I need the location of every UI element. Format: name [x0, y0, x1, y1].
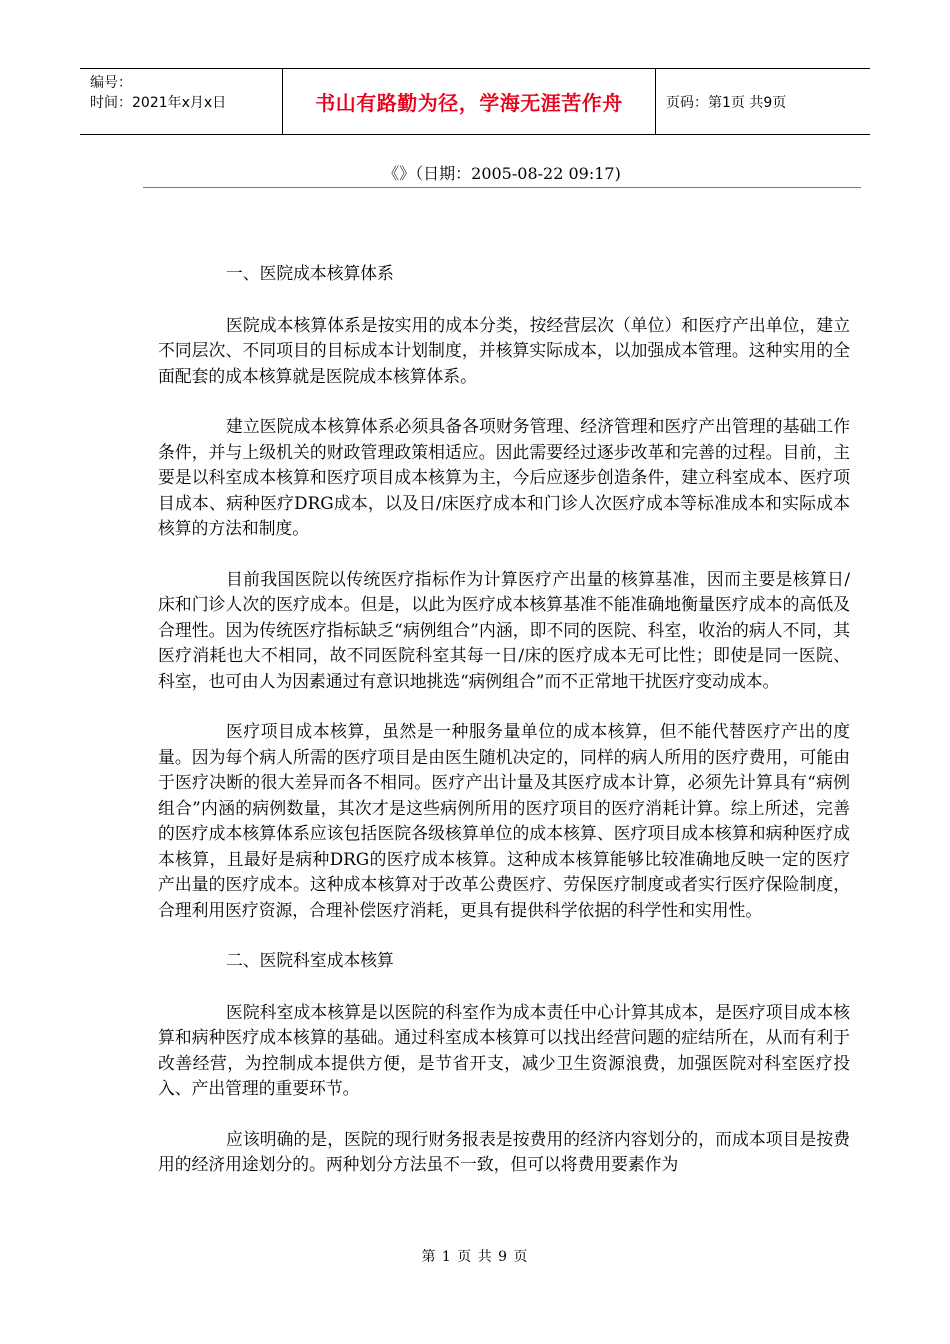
paragraph: 医院成本核算体系是按实用的成本分类，按经营层次（单位）和医疗产出单位，建立不同层次、不同项目的目标成本计划制度，并核算实际成本，以加强成本管理。这种实用的全面配套的成本核算就是医院成本核算体系。 — [158, 314, 850, 386]
time-label: 时间：2021年x月x日 — [90, 95, 227, 111]
article-body — [158, 261, 850, 1203]
paragraph: 医疗项目成本核算，虽然是一种服务量单位的成本核算，但不能代替医疗产出的度量。因为每个病人所需的医疗项目是由医生随机决定的，同样的病人所用的医疗费用，可能由于医疗决断的很大差异而各不相同。医疗产出计量及其医疗成本计算，必须先计算具有“病例组合”内涵的病例数量，其次才是这些病例所用的医疗项目的医疗消耗计算。综上所述，完善的医疗成本核算体系应该包括医院各级核算单位的成本核算、医疗项目成本核算和病种医疗成本核算，且最好是病种DRG的医疗成本核算。这种成本核算能够比较准确地反映一定的医疗产出量的医疗成本。这种成本核算对于改革公费医疗、劳保医疗制度或者实行医疗保险制度，合理利用医疗资源，合理补偿医疗消耗，更具有提供科学依据的科学性和实用性。 — [158, 721, 850, 920]
paragraph: 医院科室成本核算是以医院的科室作为成本责任中心计算其成本，是医疗项目成本核算和病种医疗成本核算的基础。通过科室成本核算可以找出经营问题的症结所在，从而有利于改善经营，为控制成本提供方便，是节省开支，减少卫生资源浪费，加强医院对科室医疗投入、产出管理的重要环节。 — [158, 1001, 850, 1098]
header-meta-cell — [80, 69, 283, 134]
article-date-line: 《》（日期：2005-08-22 09:17) — [143, 163, 861, 188]
page-footer: 第 1 页 共 9 页 — [421, 1249, 529, 1265]
paragraph: 建立医院成本核算体系必须具备各项财务管理、经济管理和医疗产出管理的基础工作条件，并与上级机关的财政管理政策相适应。因此需要经过逐步改革和完善的过程。目前，主要是以科室成本核算和医疗项目成本核算为主，今后应逐步创造条件，建立科室成本、医疗项目成本、病种医疗DRG成本，以及日/床医疗成本和门诊人次医疗成本等标准成本和实际成本核算的方法和制度。 — [158, 416, 850, 538]
paragraph: 应该明确的是，医院的现行财务报表是按费用的经济内容划分的，而成本项目是按费用的经济用途划分的。两种划分方法虽不一致，但可以将费用要素作为 — [158, 1128, 850, 1174]
header-page-number: 页码：第1页 共9页 — [666, 94, 787, 111]
number-label: 编号： — [90, 75, 132, 91]
header-slogan: 书山有路勤为径，学海无涯苦作舟 — [283, 69, 656, 134]
section-heading-2: 二、医院科室成本核算 — [226, 950, 394, 970]
paragraph: 目前我国医院以传统医疗指标作为计算医疗产出量的核算基准，因而主要是核算日/床和门诊人次的医疗成本。但是，以此为医疗成本核算基准不能准确地衡量医疗成本的高低及合理性。因为传统医疗指标缺乏“病例组合”内涵，即不同的医院、科室，收治的病人不同，其医疗消耗也大不相同，故不同医院科室其每一日/床的医疗成本无可比性；即使是同一医院、科室，也可由人为因素通过有意识地挑选“病例组合”而不正常地干扰医疗变动成本。 — [158, 568, 850, 691]
document-header — [80, 68, 870, 135]
section-heading-1: 一、医院成本核算体系 — [226, 263, 394, 283]
